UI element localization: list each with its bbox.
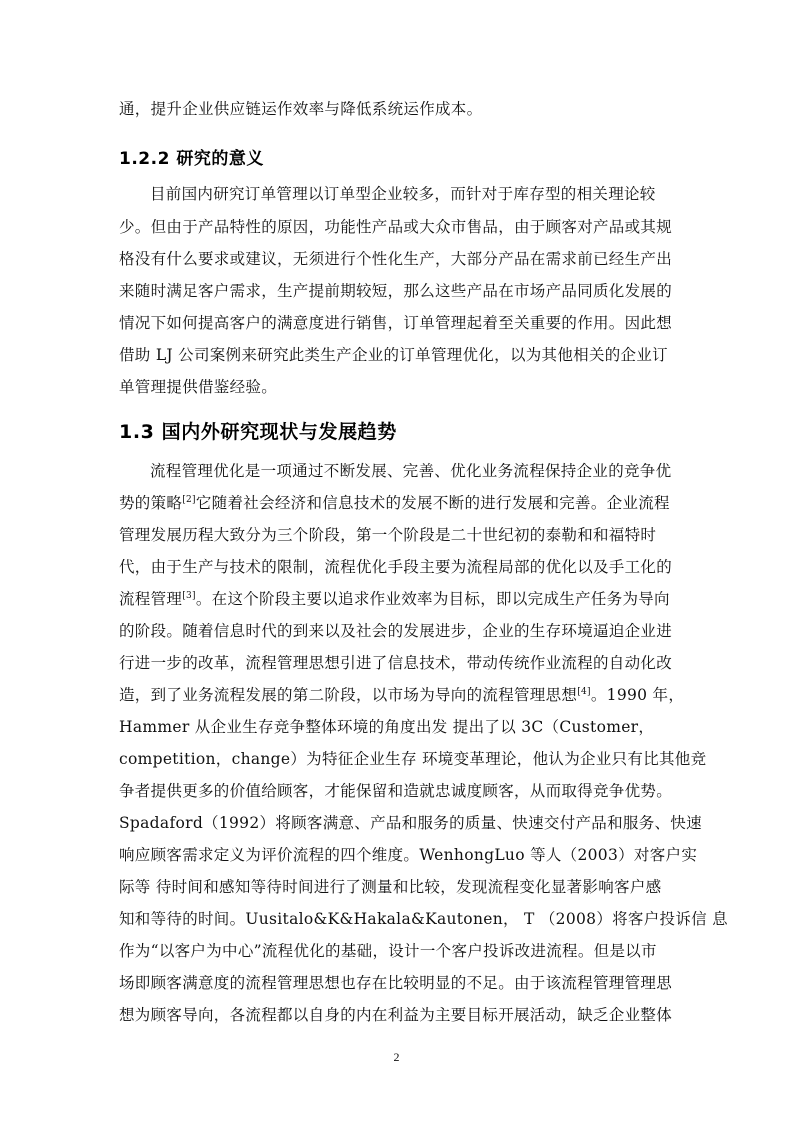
line-text: 造，到了业务流程发展的第二阶段，以市场为导向的流程管理思想 <box>119 686 578 704</box>
paragraph-line: 代，由于生产与技术的限制，流程优化手段主要为流程局部的优化以及手工化的 <box>119 558 673 576</box>
paragraph-line: 来随时满足客户需求，生产提前期较短，那么这些产品在市场产品同质化发展的 <box>119 282 673 300</box>
section-heading-1-3: 1.3 国内外研究现状与发展趋势 <box>119 421 397 443</box>
line-text: 势的策略 <box>119 494 183 512</box>
citation-ref: [4] <box>577 686 591 697</box>
line-text: 。在这个阶段主要以追求作业效率为目标，即以完成生产任务为导向 <box>195 590 670 608</box>
paragraph-line: 少。但由于产品特性的原因，功能性产品或大众市售品，由于顾客对产品或其规 <box>119 218 673 236</box>
paragraph-line: 想为顾客导向，各流程都以自身的内在利益为主要目标开展活动，缺乏企业整体 <box>119 1006 673 1024</box>
paragraph-line: 行进一步的改革，流程管理思想引进了信息技术，带动传统作业流程的自动化改 <box>119 654 673 672</box>
paragraph-line: Spadaford（1992）将顾客满意、产品和服务的质量、快速交付产品和服务、快速 <box>119 814 702 832</box>
paragraph-line: 响应顾客需求定义为评价流程的四个维度。WenhongLuo 等人（2003）对客户实 <box>119 846 698 864</box>
line-text: 流程管理 <box>119 590 183 608</box>
paragraph-line: 目前国内研究订单管理以订单型企业较多，而针对于库存型的相关理论较 <box>150 185 656 203</box>
paragraph-line: competition，change）为特征企业生存 环境变革理论，他认为企业只有比其他竞 <box>119 750 707 768</box>
citation-ref: [3] <box>182 590 196 601</box>
line-text: 。1990 年， <box>590 686 685 704</box>
paragraph-line: 格没有什么要求或建议，无须进行个性化生产，大部分产品在需求前已经生产出 <box>119 250 673 268</box>
paragraph-line: 作为“以客户为中心”流程优化的基础，设计一个客户投诉改进流程。但是以市 <box>119 942 657 960</box>
page-number: 2 <box>393 1050 400 1064</box>
paragraph-line: 际等 待时间和感知等待时间进行了测量和比较，发现流程变化显著影响客户感 <box>119 878 662 896</box>
paragraph-line: Hammer 从企业生存竞争整体环境的角度出发 提出了以 3C（Customer， <box>119 718 655 736</box>
paragraph-line: 借助 LJ 公司案例来研究此类生产企业的订单管理优化，以为其他相关的企业订 <box>119 346 668 364</box>
paragraph-line: 的阶段。随着信息时代的到来以及社会的发展进步，企业的生存环境逼迫企业进 <box>119 622 673 640</box>
paragraph-line: 争者提供更多的价值给顾客，才能保留和造就忠诚度顾客，从而取得竞争优势。 <box>119 782 673 800</box>
paragraph-line: 管理发展历程大致分为三个阶段，第一个阶段是二十世纪初的泰勒和和福特时 <box>119 526 657 544</box>
paragraph-line <box>119 492 670 514</box>
paragraph-line <box>119 684 684 706</box>
section-heading-1-2-2: 1.2.2 研究的意义 <box>119 149 264 169</box>
paragraph-line: 场即顾客满意度的流程管理思想也存在比较明显的不足。由于该流程管理管理思 <box>119 974 673 992</box>
paragraph-line: 流程管理优化是一项通过不断发展、完善、优化业务流程保持企业的竞争优 <box>150 462 672 480</box>
paragraph-line <box>119 588 670 610</box>
paragraph-line: 单管理提供借鉴经验。 <box>119 378 278 396</box>
paragraph-line: 知和等待的时间。Uusitalo&K&Hakala&Kautonen， T （2008）将客户投诉信 息 <box>119 910 728 928</box>
line-text: 它随着社会经济和信息技术的发展不断的进行发展和完善。企业流程 <box>195 494 670 512</box>
paragraph-continuation-line: 通，提升企业供应链运作效率与降低系统运作成本。 <box>119 100 483 118</box>
paragraph-line: 情况下如何提高客户的满意度进行销售，订单管理起着至关重要的作用。因此想 <box>119 314 673 332</box>
citation-ref: [2] <box>182 494 196 505</box>
